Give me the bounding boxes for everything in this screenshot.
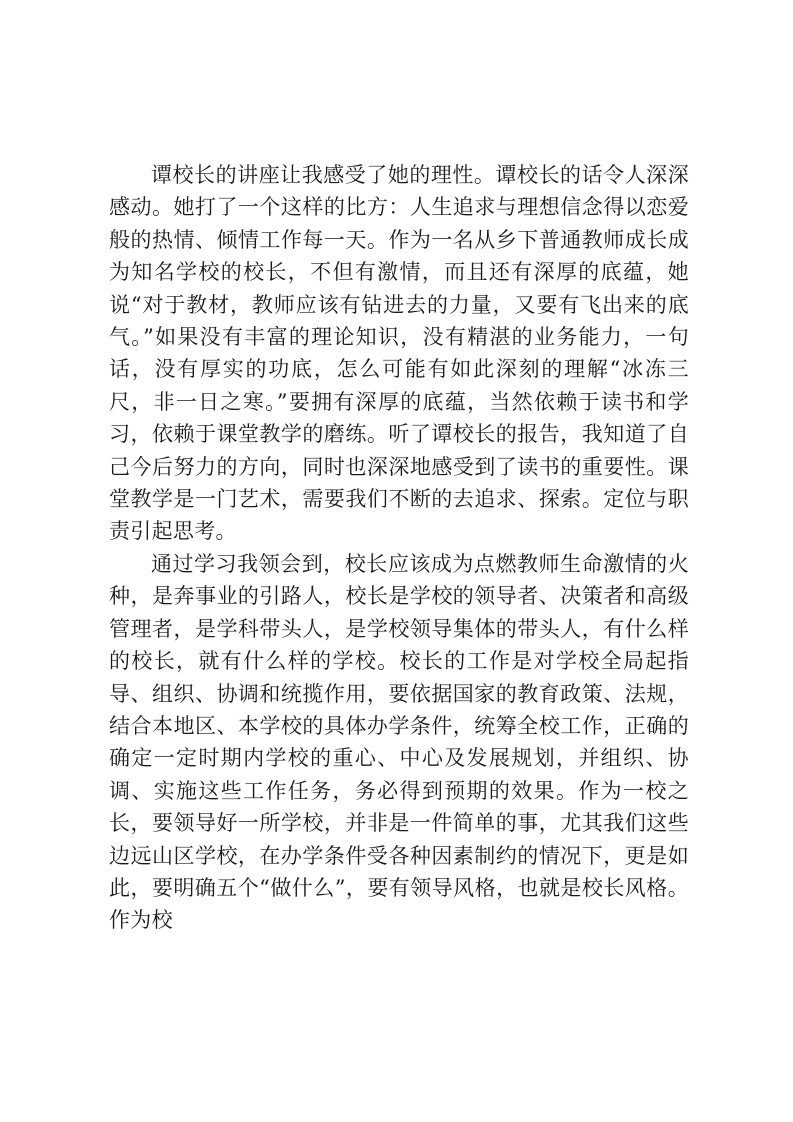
document-page — [109, 159, 689, 937]
paragraph-1: 谭校长的讲座让我感受了她的理性。谭校长的话令人深深感动。她打了一个这样的比方：人生追求与理想信念得以恋爱般的热情、倾情工作每一天。作为一名从乡下普通教师成长成为知名学校的校长，不但有激情，而且还有深厚的底蕴，她说“对于教材，教师应该有钻进去的力量，又要有飞出来的底气。”如果没有丰富的理论知识，没有精湛的业务能力，一句话，没有厚实的功底，怎么可能有如此深刻的理解“冰冻三尺，非一日之寒。”要拥有深厚的底蕴，当然依赖于读书和学习，依赖于课堂教学的磨练。听了谭校长的报告，我知道了自己今后努力的方向，同时也深深地感受到了读书的重要性。课堂教学是一门艺术，需要我们不断的去追求、探索。定位与职责引起思考。 — [109, 163, 689, 544]
paragraph-2: 通过学习我领会到，校长应该成为点燃教师生命激情的火种，是奔事业的引路人，校长是学校的领导者、决策者和高级管理者，是学科带头人，是学校领导集体的带头人，有什么样的校长，就有什么样的学校。校长的工作是对学校全局起指导、组织、协调和统揽作用，要依据国家的教育政策、法规，结合本地区、本学校的具体办学条件，统筹全校工作，正确的确定一定时期内学校的重心、中心及发展规划，并组织、协调、实施这些工作任务，务必得到预期的效果。作为一校之长，要领导好一所学校，并非是一件简单的事，尤其我们这些边远山区学校，在办学条件受各种因素制约的情况下，更是如此，要明确五个“做什么”，要有领导风格，也就是校长风格。作为校 — [109, 551, 689, 933]
